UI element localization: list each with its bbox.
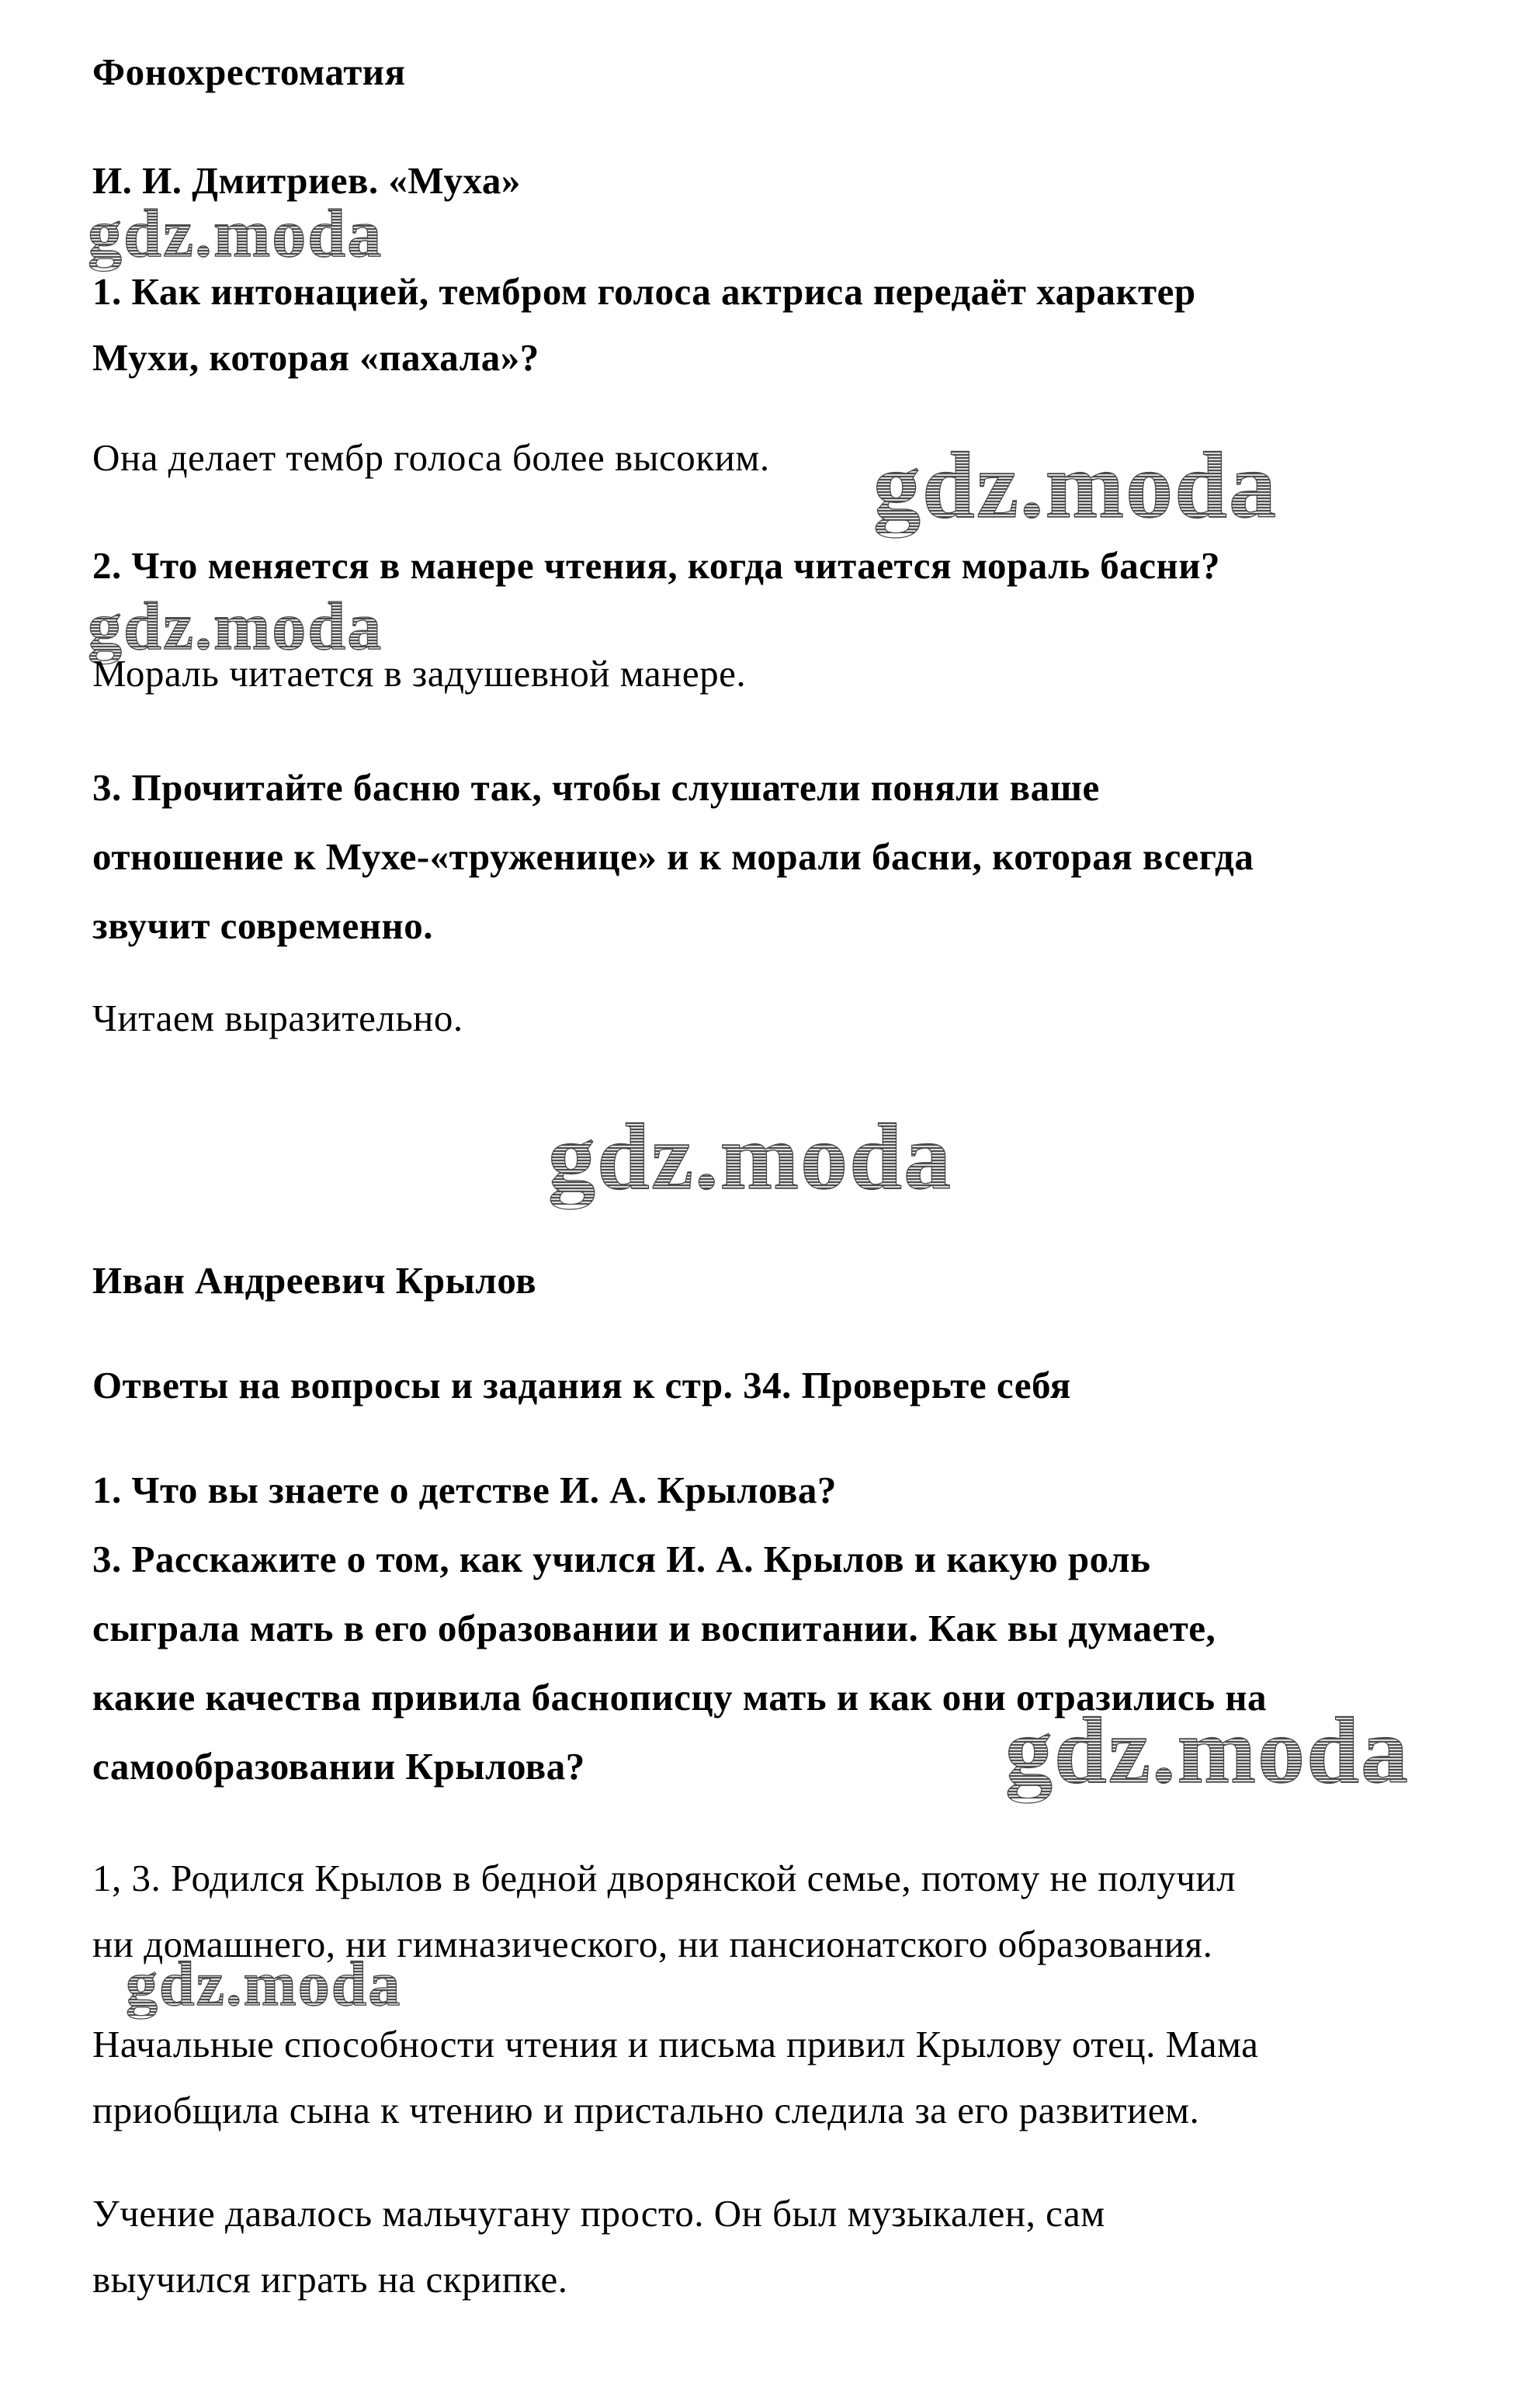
- krylov-subheading: Ответы на вопросы и задания к стр. 34. Проверьте себя: [92, 1364, 1071, 1406]
- gdz-moda-watermark: gdz.moda: [88, 196, 383, 272]
- dmitriev-answer-3: Читаем выразительно.: [92, 997, 463, 1039]
- page-title: Фонохрестоматия: [92, 50, 406, 93]
- dmitriev-question-3-line-1: 3. Прочитайте басню так, чтобы слушатели поняли ваше: [92, 766, 1100, 809]
- dmitriev-answer-2: Мораль читается в задушевной манере.: [92, 652, 747, 695]
- dmitriev-question-1-line-1: 1. Как интонацией, тембром голоса актриса передаёт характер: [92, 270, 1196, 313]
- krylov-answer-line-3: Начальные способности чтения и письма привил Крылову отец. Мама: [92, 2023, 1259, 2065]
- gdz-moda-watermark: gdz.moda: [126, 1948, 402, 2019]
- dmitriev-heading: И. И. Дмитриев. «Муха»: [92, 159, 521, 202]
- krylov-question-3-line-4: самообразовании Крылова?: [92, 1745, 585, 1788]
- dmitriev-question-3-line-2: отношение к Мухе-«труженице» и к морали басни, которая всегда: [92, 835, 1254, 878]
- krylov-answer-line-2: ни домашнего, ни гимназического, ни пансионатского образования.: [92, 1923, 1213, 1965]
- krylov-question-3-line-1: 3. Расскажите о том, как учился И. А. Крылов и какую роль: [92, 1538, 1151, 1580]
- gdz-moda-watermark: gdz.moda: [88, 589, 383, 664]
- krylov-heading: Иван Андреевич Крылов: [92, 1259, 537, 1302]
- dmitriev-question-3-line-3: звучит современно.: [92, 904, 433, 947]
- gdz-moda-watermark: gdz.moda: [548, 1105, 952, 1209]
- gdz-moda-watermark: gdz.moda: [873, 433, 1278, 538]
- krylov-answer-line-5: Учение давалось мальчугану просто. Он был музыкален, сам: [92, 2192, 1105, 2235]
- krylov-question-3-line-2: сыграла мать в его образовании и воспитании. Как вы думаете,: [92, 1607, 1216, 1649]
- dmitriev-question-2: 2. Что меняется в манере чтения, когда читается мораль басни?: [92, 544, 1221, 587]
- krylov-question-3-line-3: какие качества привила баснописцу мать и как они отразились на: [92, 1676, 1268, 1719]
- krylov-answer-line-4: приобщила сына к чтению и пристально следила за его развитием.: [92, 2089, 1200, 2131]
- dmitriev-answer-1: Она делает тембр голоса более высоким.: [92, 436, 770, 479]
- gdz-moda-watermark: gdz.moda: [1005, 1698, 1410, 1803]
- krylov-answer-line-1: 1, 3. Родился Крылов в бедной дворянской семье, потому не получил: [92, 1857, 1237, 1899]
- krylov-answer-line-6: выучился играть на скрипке.: [92, 2258, 568, 2301]
- dmitriev-question-1-line-2: Мухи, которая «пахала»?: [92, 336, 539, 379]
- krylov-question-1: 1. Что вы знаете о детстве И. А. Крылова?: [92, 1469, 837, 1511]
